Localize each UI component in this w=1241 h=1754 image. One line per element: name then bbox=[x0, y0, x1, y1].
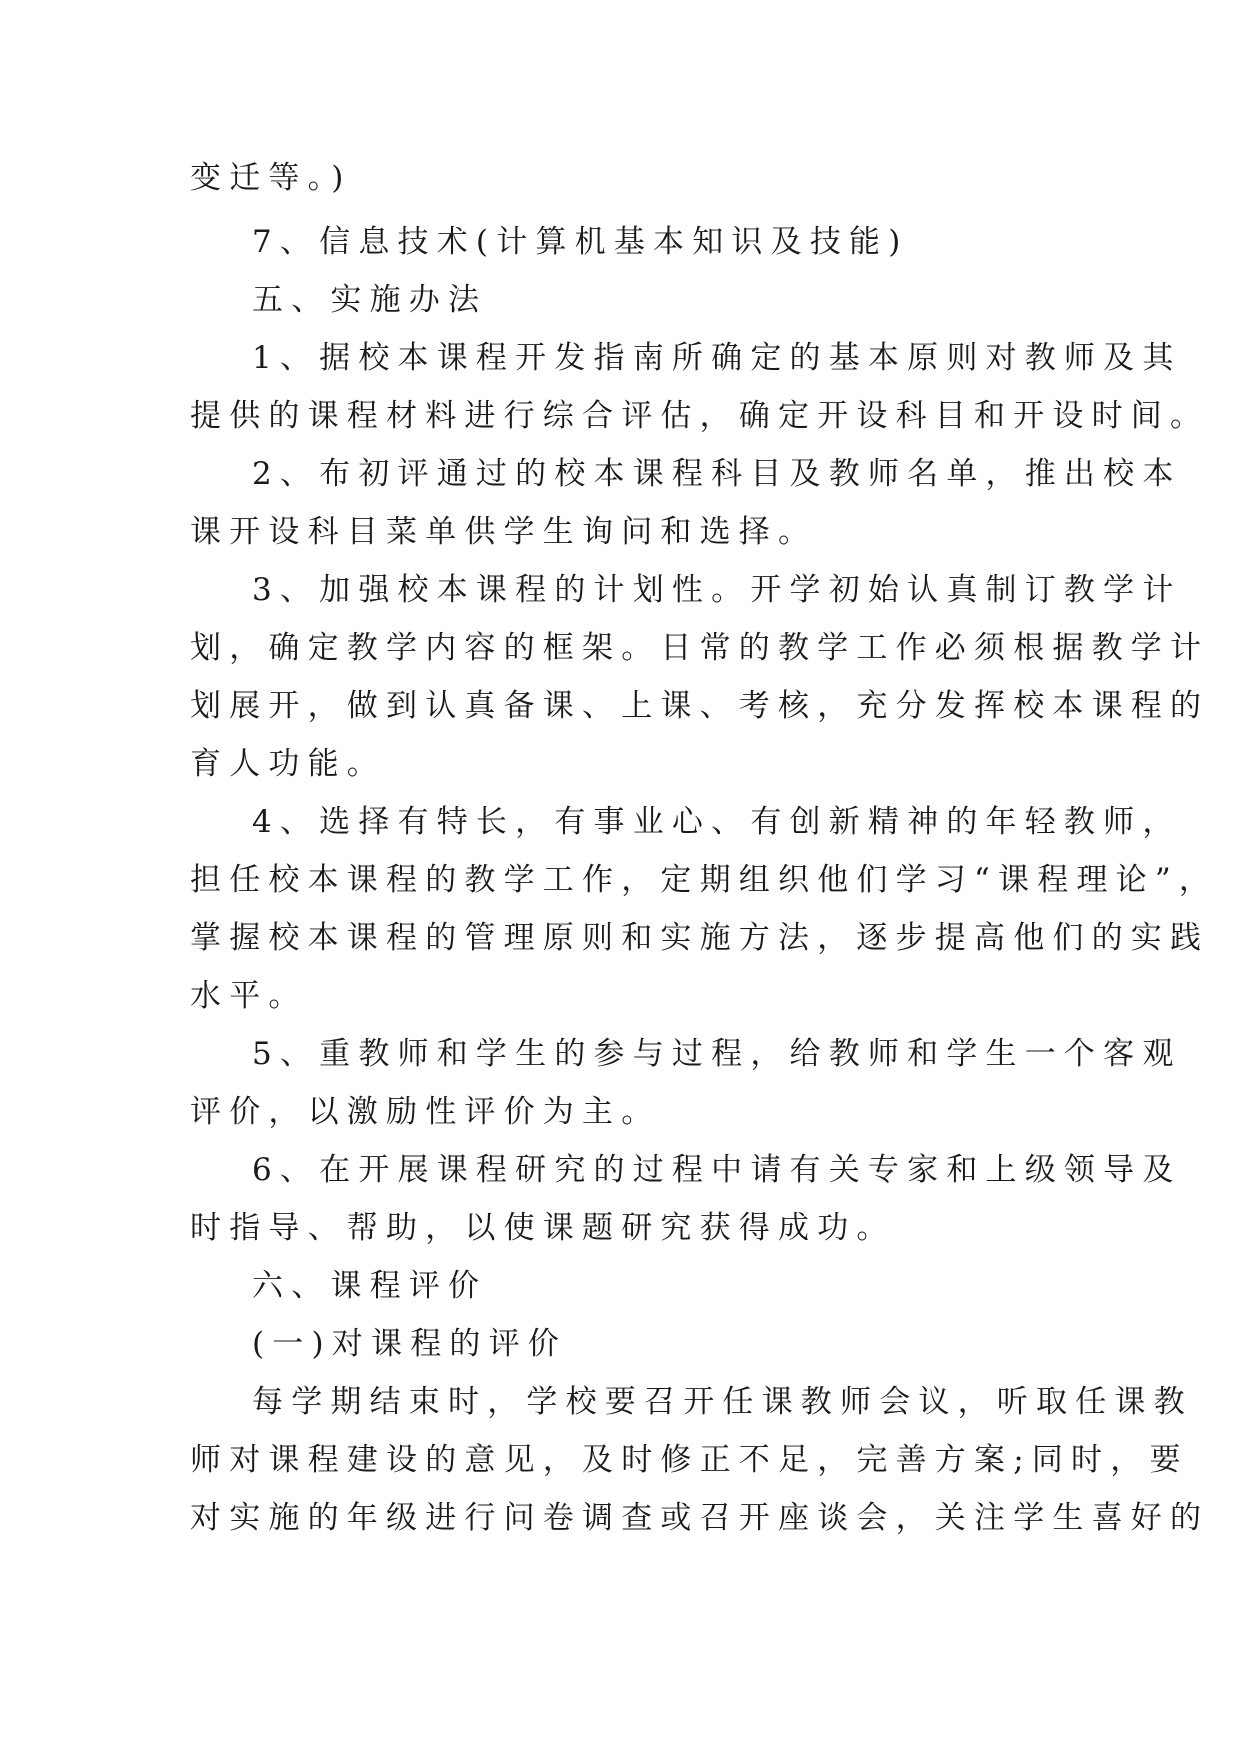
paragraph-4-line-2: 担任校本课程的教学工作，定期组织他们学习“课程理论”， bbox=[190, 862, 1219, 898]
paragraph-1-line-2: 提供的课程材料进行综合评估，确定开设科目和开设时间。 bbox=[190, 398, 1210, 434]
paragraph-5-line-2: 评价，以激励性评价为主。 bbox=[190, 1094, 661, 1130]
paragraph-4-line-1: 4、选择有特长，有事业心、有创新精神的年轻教师， bbox=[252, 804, 1182, 840]
section-heading-course-evaluation: 六、课程评价 bbox=[252, 1268, 488, 1304]
paragraph-4-line-4: 水平。 bbox=[190, 978, 308, 1014]
paragraph-7-line-3: 对实施的年级进行问卷调查或召开座谈会，关注学生喜好的 bbox=[190, 1500, 1210, 1536]
paragraph-4-line-3: 掌握校本课程的管理原则和实施方法，逐步提高他们的实践 bbox=[190, 920, 1210, 956]
paragraph-3-line-4: 育人功能。 bbox=[190, 746, 386, 782]
section-heading-implementation: 五、实施办法 bbox=[252, 282, 488, 318]
paragraph-2-line-1: 2、布初评通过的校本课程科目及教师名单，推出校本 bbox=[252, 456, 1182, 492]
paragraph-5-line-1: 5、重教师和学生的参与过程，给教师和学生一个客观 bbox=[252, 1036, 1182, 1072]
paragraph-3-line-1: 3、加强校本课程的计划性。开学初始认真制订教学计 bbox=[252, 572, 1182, 608]
paragraph-6-line-1: 6、在开展课程研究的过程中请有关专家和上级领导及 bbox=[252, 1152, 1182, 1188]
paragraph-7-line-2: 师对课程建设的意见，及时修正不足，完善方案;同时，要 bbox=[190, 1442, 1189, 1478]
text-line: 变迁等。) bbox=[190, 160, 352, 196]
list-item-7-info-tech: 7、信息技术(计算机基本知识及技能) bbox=[252, 224, 909, 260]
paragraph-3-line-2: 划，确定教学内容的框架。日常的教学工作必须根据教学计 bbox=[190, 630, 1210, 666]
paragraph-7-line-1: 每学期结束时，学校要召开任课教师会议，听取任课教 bbox=[252, 1384, 1193, 1420]
paragraph-6-line-2: 时指导、帮助，以使课题研究获得成功。 bbox=[190, 1210, 896, 1246]
subsection-heading-course-review: (一)对课程的评价 bbox=[252, 1326, 567, 1362]
paragraph-2-line-2: 课开设科目菜单供学生询问和选择。 bbox=[190, 514, 818, 550]
paragraph-3-line-3: 划展开，做到认真备课、上课、考核，充分发挥校本课程的 bbox=[190, 688, 1210, 724]
paragraph-1-line-1: 1、据校本课程开发指南所确定的基本原则对教师及其 bbox=[252, 340, 1182, 376]
